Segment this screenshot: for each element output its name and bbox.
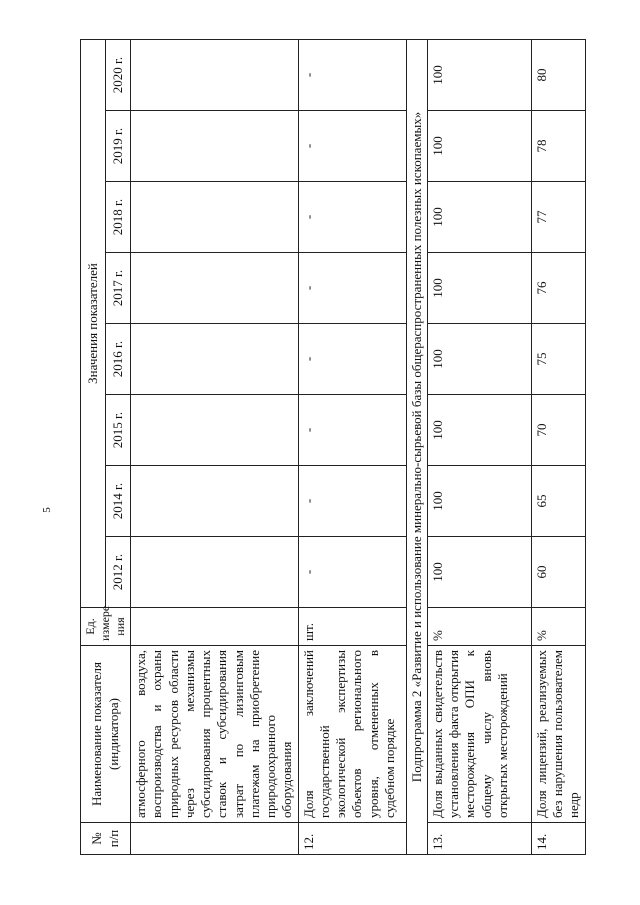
row-value xyxy=(131,395,299,466)
row-value: 100 xyxy=(427,111,531,182)
row-value: 76 xyxy=(531,253,585,324)
row-value: 65 xyxy=(531,466,585,537)
row-value: - xyxy=(298,39,406,110)
row-value xyxy=(131,324,299,395)
header-year: 2016 г. xyxy=(106,324,131,395)
row-name: Доля лицензий, реализуемых без нарушения пользователем недр xyxy=(531,646,585,823)
row-value: 78 xyxy=(531,111,585,182)
row-value: 80 xyxy=(531,39,585,110)
row-value: 60 xyxy=(531,537,585,608)
header-year: 2012 г. xyxy=(106,537,131,608)
header-row-1 xyxy=(81,39,106,854)
row-num xyxy=(131,823,299,855)
row-unit: % xyxy=(531,608,585,646)
row-value: 77 xyxy=(531,182,585,253)
header-name: Наименование показателя (индикатора) xyxy=(81,646,131,823)
row-value: 70 xyxy=(531,395,585,466)
row-num: 14. xyxy=(531,823,585,855)
row-num: 12. xyxy=(298,823,406,855)
row-value: 100 xyxy=(427,466,531,537)
row-value xyxy=(131,253,299,324)
row-value: - xyxy=(298,253,406,324)
row-value xyxy=(131,182,299,253)
rotated-table-container xyxy=(80,40,620,855)
row-value xyxy=(131,111,299,182)
row-num: 13. xyxy=(427,823,531,855)
row-value: - xyxy=(298,111,406,182)
row-value: - xyxy=(298,537,406,608)
header-unit: Ед. измере ния xyxy=(81,608,131,646)
row-value: 100 xyxy=(427,182,531,253)
row-value: 75 xyxy=(531,324,585,395)
header-year: 2017 г. xyxy=(106,253,131,324)
row-name: Доля выданных свидетельств установления факта открытия месторождения ОПИ к общему числу вновь открытых месторождений xyxy=(427,646,531,823)
row-value: - xyxy=(298,182,406,253)
header-values-group: Значения показателей xyxy=(81,39,106,607)
header-year: 2014 г. xyxy=(106,466,131,537)
row-value: - xyxy=(298,395,406,466)
header-year: 2015 г. xyxy=(106,395,131,466)
table-row xyxy=(427,39,531,854)
header-year: 2020 г. xyxy=(106,39,131,110)
row-value: 100 xyxy=(427,253,531,324)
row-value: - xyxy=(298,324,406,395)
row-value xyxy=(131,466,299,537)
indicators-table xyxy=(80,39,586,855)
row-value xyxy=(131,39,299,110)
row-value: 100 xyxy=(427,395,531,466)
row-unit: % xyxy=(427,608,531,646)
page-number: 5 xyxy=(40,507,53,513)
header-num: № п/п xyxy=(81,823,131,855)
row-value: - xyxy=(298,466,406,537)
row-value: 100 xyxy=(427,537,531,608)
subprogram-title: Подпрограмма 2 «Развитие и использование минерально-сырьевой базы общераспространенных полезных ископаемых» xyxy=(406,39,427,854)
row-value: 100 xyxy=(427,39,531,110)
header-year: 2019 г. xyxy=(106,111,131,182)
table-row xyxy=(298,39,406,854)
subprogram-row xyxy=(406,39,427,854)
row-value xyxy=(131,537,299,608)
table-row xyxy=(131,39,299,854)
header-year: 2018 г. xyxy=(106,182,131,253)
row-unit xyxy=(131,608,299,646)
row-unit: шт. xyxy=(298,608,406,646)
row-name: атмосферного воздуха, воспроизводства и охраны природных ресурсов области через механизмы субсидирования процентных ставок и субсидирования затрат по лизинговым платежам на приобретение природоохранного оборудования xyxy=(131,646,299,823)
row-value: 100 xyxy=(427,324,531,395)
row-name: Доля заключений государственной экологической экспертизы объектов регионального уровня, отмененных в судебном порядке xyxy=(298,646,406,823)
table-row xyxy=(531,39,585,854)
